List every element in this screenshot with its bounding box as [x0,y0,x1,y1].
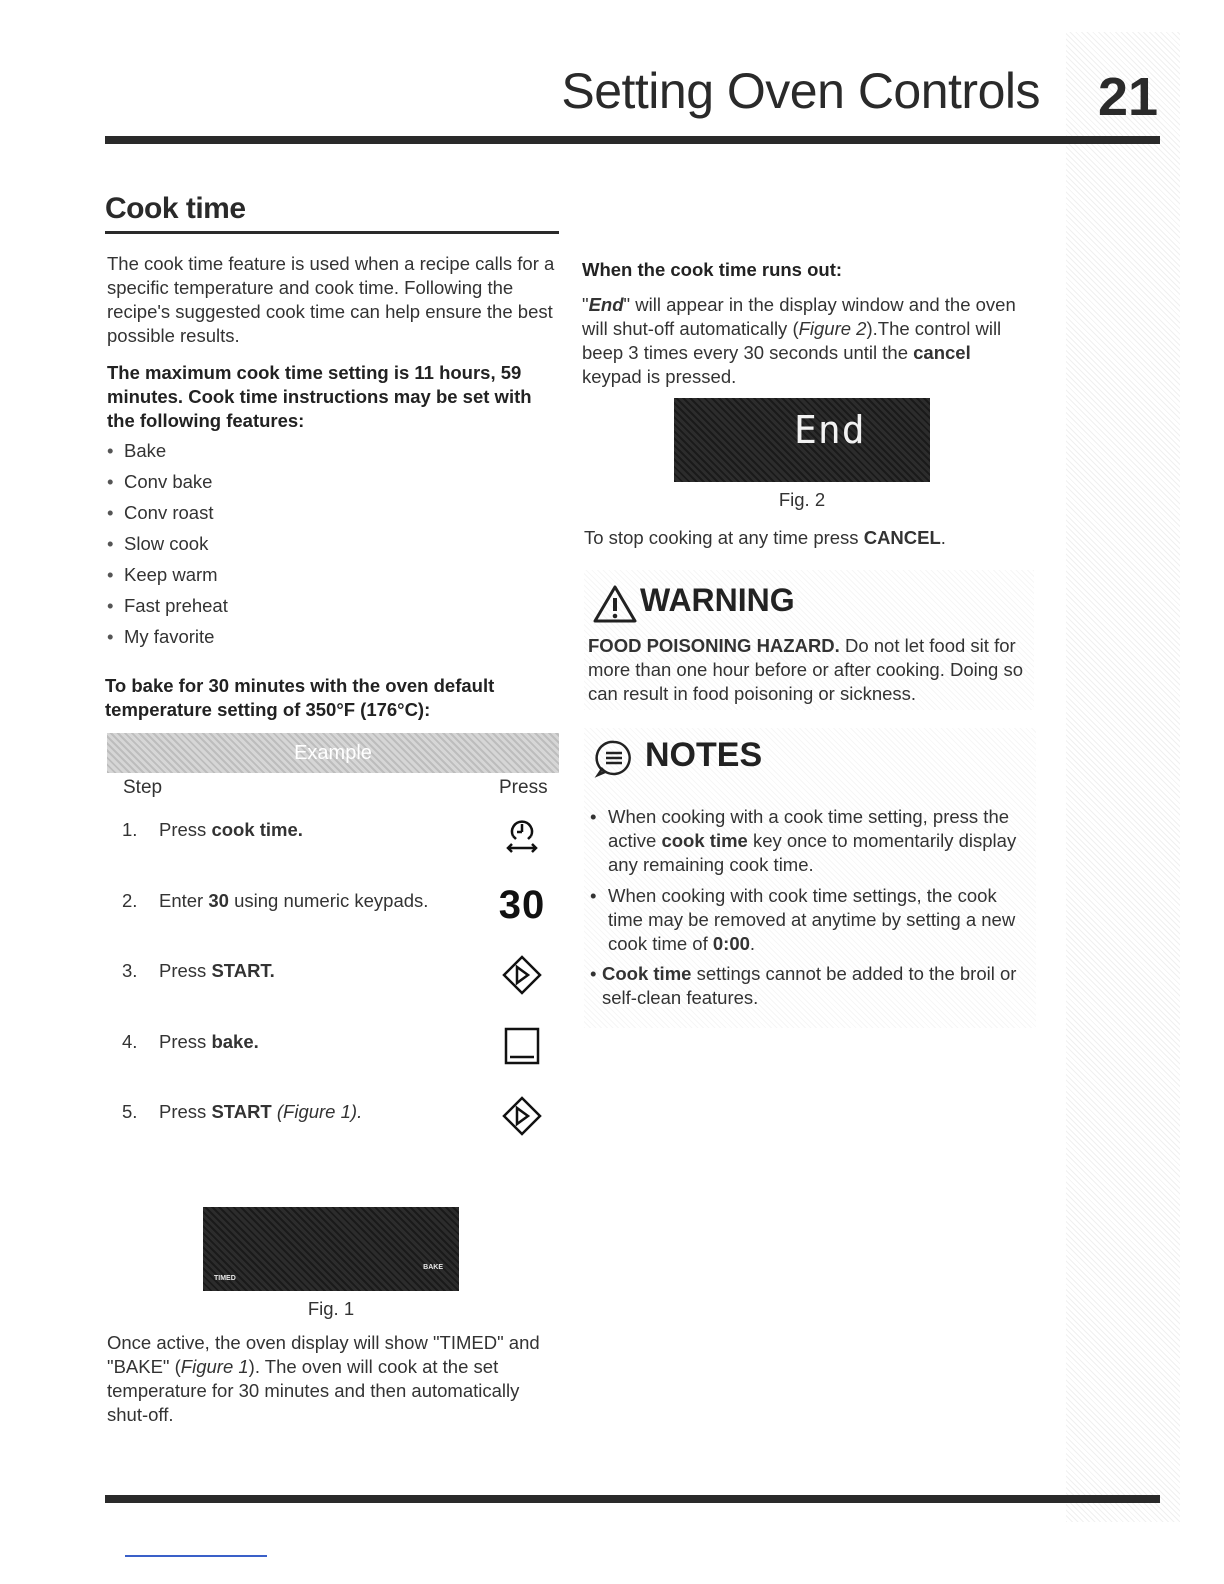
start-icon [492,1089,552,1143]
warning-triangle-icon [592,584,638,629]
after-fig1-paragraph: Once active, the oven display will show "TIMED" and "BAKE" (Figure 1). The oven will cook at the set temperature for 30 minutes and then automatically shut-off. [107,1332,540,1425]
intro-paragraph: The cook time feature is used when a recipe calls for a specific temperature and cook time. Following the recipe's suggested cook time can help ensure the best possible results. [107,253,555,346]
step-row [122,882,552,940]
feature-label: Keep warm [124,564,218,585]
warning-text: FOOD POISONING HAZARD. Do not let food sit for more than one hour before or after cooking. Doing so can result in food poisoning or sickness. [588,635,1024,704]
step-text: Press cook time. [159,819,303,840]
number-30-icon: 30 [498,882,546,927]
step-row [122,1101,552,1151]
list-item: • When cooking with a cook time setting, press the active cook time key once to momentarily display any remaining cook time. [590,806,1017,875]
runs-out-heading: When the cook time runs out: [582,259,843,280]
list-item: • Cook time settings cannot be added to the broil or self-clean features. [590,963,1017,1008]
feature-label: Conv bake [124,471,213,492]
feature-label: Bake [124,440,167,461]
step-row [122,819,552,869]
notes-icon [594,738,634,783]
max-setting-paragraph: The maximum cook time setting is 11 hours, 59 minutes. Cook time instructions may be set with the following features: [107,362,532,431]
notes-title: NOTES [645,736,763,774]
header-rule [105,136,1160,144]
feature-list [107,438,228,655]
list-item: • Conv roast [107,502,214,523]
figure-caption: Fig. 1 [307,1298,355,1319]
footer-link-line [125,1555,267,1557]
page-title: Setting Oven Controls [561,63,1040,119]
example-header: Example [107,733,559,773]
list-item: • Conv bake [107,471,213,492]
section-underline [105,231,559,234]
footer-rule [105,1495,1160,1503]
side-tab-strip [1066,32,1180,1522]
step-number: 5. [122,1101,138,1122]
warning-title: WARNING [640,582,795,618]
step-number: 4. [122,1031,138,1052]
oven-display-fig1 [203,1207,459,1291]
step-text: Press START (Figure 1). [159,1101,363,1122]
list-item: • Fast preheat [107,595,228,616]
timed-indicator: TIMED [214,1275,236,1282]
step-number: 3. [122,960,138,981]
bake-instruction: To bake for 30 minutes with the oven default temperature setting of 350°F (176°C): [105,675,495,720]
list-item: • When cooking with cook time settings, the cook time may be removed at anytime by setting a new cook time of 0:00. [590,885,1016,954]
press-column-header: Press [499,777,548,798]
bake-icon [492,1019,552,1073]
cook-time-icon [492,807,552,861]
section-title: Cook time [105,192,246,225]
step-text: Press bake. [159,1031,259,1052]
list-item: • Bake [107,440,167,461]
list-item: • Keep warm [107,564,218,585]
step-number: 2. [122,890,138,911]
feature-label: Slow cook [124,533,209,554]
oven-display-fig2 [674,398,930,482]
step-column-header: Step [123,777,163,798]
figure-caption: Fig. 2 [778,489,826,510]
step-text: Press START. [159,960,275,981]
runs-out-paragraph: "End" will appear in the display window and the oven will shut-off automatically (Figure 2).The control will beep 3 times every 30 seconds until the cancel keypad is pressed. [582,294,1016,387]
step-number: 1. [122,819,138,840]
list-item: • Slow cook [107,533,209,554]
feature-label: Fast preheat [124,595,228,616]
end-display-text: End [794,408,866,452]
feature-label: Conv roast [124,502,214,523]
page-number: 21 [1097,67,1159,127]
list-item: • My favorite [107,626,215,647]
feature-label: My favorite [124,626,215,647]
step-row [122,1031,552,1081]
bake-indicator: BAKE [423,1264,443,1271]
step-text: Enter 30 using numeric keypads. [159,890,429,911]
step-row [122,960,552,1010]
stop-paragraph: To stop cooking at any time press CANCEL. [584,527,946,548]
start-icon [492,948,552,1002]
